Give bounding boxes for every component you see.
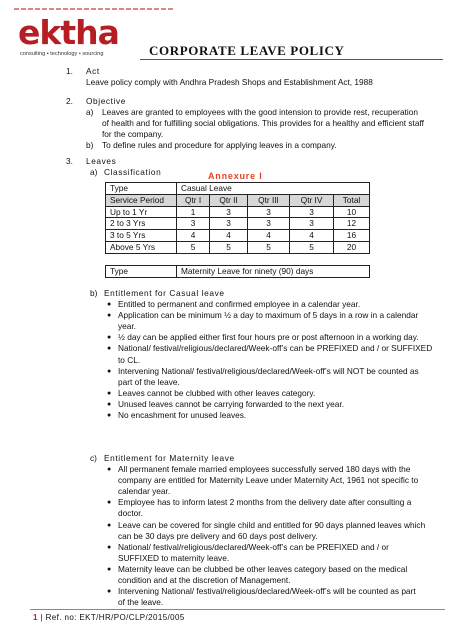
- list-item-text: of the leave.: [118, 597, 164, 608]
- list-item-text: condition and at the discretion of Management.: [118, 575, 291, 585]
- table-row: [106, 266, 370, 278]
- table-cell: 5: [247, 241, 289, 253]
- list-item-text: Employee has to inform latest 2 months from the delivery date after consulting a: [118, 497, 412, 508]
- bullet-icon: ●: [107, 521, 112, 529]
- objective-a-line: for the company.: [102, 129, 164, 139]
- list-item-text: National/ festival/religious/declared/Week-off’s can be PREFIXED and / or: [118, 541, 389, 552]
- list-item-text: can be 30 days pre delivery and 60 days post delivery.: [118, 530, 318, 541]
- company-logo: [18, 14, 122, 60]
- bullet-icon: ●: [107, 499, 112, 507]
- table-cell: Maternity Leave for ninety (90) days: [177, 266, 370, 278]
- column-header: Qtr II: [210, 194, 248, 206]
- table-cell: 16: [334, 230, 370, 242]
- column-header: Service Period: [106, 194, 177, 206]
- list-item-text: Application can be minimum ½ a day to maximum of 5 days in a row in a calendar: [118, 310, 419, 321]
- table-cell: Type: [106, 266, 177, 278]
- table-cell: 10: [334, 206, 370, 218]
- list-item-text: All permanent female married employees successfully served 180 days with the: [118, 464, 411, 474]
- maternity-entitlement-heading: Entitlement for Maternity leave: [104, 453, 235, 463]
- casual-entitlement-heading: Entitlement for Casual leave: [104, 288, 225, 298]
- logo-tagline: consulting • technology • sourcing: [20, 51, 104, 57]
- table-header-row: [106, 194, 370, 206]
- table-cell: 12: [334, 218, 370, 230]
- footer-divider: [30, 609, 445, 610]
- section-heading-leaves: Leaves: [86, 156, 117, 166]
- table-cell: Up to 1 Yr: [106, 206, 177, 218]
- bullet-icon: ●: [107, 334, 112, 342]
- list-item-text: No encashment for unused leaves.: [118, 410, 247, 420]
- list-item-text: Maternity leave can be clubbed be other leaves category based on the medical: [118, 563, 408, 574]
- table-cell: 4: [290, 230, 334, 242]
- list-marker: b): [90, 288, 98, 298]
- list-marker: b): [86, 140, 94, 150]
- table-cell: 20: [334, 241, 370, 253]
- table-cell: Casual Leave: [177, 183, 370, 195]
- list-item-text: Leave can be covered for single child and entitled for 90 days planned leaves which: [118, 519, 426, 530]
- table-cell: 5: [177, 241, 210, 253]
- table-cell: 3: [247, 218, 289, 230]
- bullet-icon: ●: [107, 389, 112, 397]
- table-cell: 4: [210, 230, 248, 242]
- table-row: [106, 218, 370, 230]
- list-item-text: Leaves cannot be clubbed with other leaves category.: [118, 387, 316, 398]
- column-header: Qtr III: [247, 194, 289, 206]
- bullet-icon: ●: [107, 588, 112, 596]
- bullet-icon: ●: [107, 312, 112, 320]
- section-heading-act: Act: [86, 66, 100, 76]
- list-item-text: doctor.: [118, 508, 143, 519]
- column-header: Qtr I: [177, 194, 210, 206]
- list-marker: a): [86, 107, 94, 117]
- table-cell: 1: [177, 206, 210, 218]
- logo-wordmark: ektha: [18, 13, 119, 52]
- section-number: 2.: [66, 96, 73, 106]
- table-cell: Above 5 Yrs: [106, 241, 177, 253]
- table-cell: 3: [247, 206, 289, 218]
- table-cell: 2 to 3 Yrs: [106, 218, 177, 230]
- list-item-text: Entitled to permanent and confirmed employee in a calendar year.: [118, 299, 361, 309]
- table-cell: Type: [106, 183, 177, 195]
- objective-a-line: Leaves are granted to employees with the good intension to provide rest, recuperation: [102, 107, 418, 117]
- bullet-icon: ●: [107, 565, 112, 573]
- maternity-leave-table: [105, 265, 370, 278]
- reference-number: | Ref. no: EKT/HR/PO/CLP/2015/005: [40, 613, 185, 622]
- list-marker: c): [90, 453, 97, 463]
- bullet-icon: ●: [107, 412, 112, 419]
- table-cell: 3: [290, 206, 334, 218]
- title-divider: [140, 59, 443, 60]
- list-item-text: year.: [118, 321, 136, 332]
- list-marker: a): [90, 167, 98, 177]
- table-cell: 3: [210, 218, 248, 230]
- list-item-text: ½ day can be applied either first four hours pre or post afternoon in a working day.: [118, 332, 419, 343]
- table-cell: 5: [210, 241, 248, 253]
- act-text: Leave policy comply with Andhra Pradesh Shops and Establishment Act, 1988: [86, 77, 373, 87]
- table-cell: 3: [290, 218, 334, 230]
- list-item-text: Unused leaves cannot be carrying forwarded to the next year.: [118, 398, 344, 409]
- annexure-label: Annexure I: [208, 171, 263, 181]
- list-item-text: part of the leave.: [118, 376, 180, 387]
- section-number: 1.: [66, 66, 73, 76]
- list-item-text: to CL.: [118, 354, 141, 365]
- table-row: [106, 230, 370, 242]
- list-item-text: Intervening National/ festival/religious/declared/Week-off’s will NOT be counted as: [118, 365, 419, 376]
- table-row: [106, 241, 370, 253]
- document-title: CORPORATE LEAVE POLICY: [149, 43, 345, 58]
- bullet-icon: ●: [107, 345, 112, 353]
- table-cell: 4: [247, 230, 289, 242]
- table-cell: 3: [177, 218, 210, 230]
- table-row: [106, 183, 370, 195]
- section-heading-objective: Objective: [86, 96, 126, 106]
- classification-heading: Classification: [104, 167, 162, 177]
- bullet-icon: ●: [107, 367, 112, 375]
- casual-leave-table: [105, 182, 370, 254]
- list-item-text: SUFFIXED to maternity leave.: [118, 552, 230, 563]
- objective-b-text: To define rules and procedure for applying leaves in a company.: [102, 140, 337, 150]
- header-dots: [14, 8, 174, 10]
- objective-a-line: of health and for fulfilling social obligations. This provides for a healthy and efficient staff: [102, 118, 424, 128]
- table-cell: 5: [290, 241, 334, 253]
- bullet-icon: ●: [107, 543, 112, 551]
- table-cell: 3 to 5 Yrs: [106, 230, 177, 242]
- bullet-icon: ●: [107, 301, 112, 308]
- table-cell: 3: [210, 206, 248, 218]
- list-item-text: Intervening National/ festival/religious/declared/Week-off’s will be counted as part: [118, 586, 416, 597]
- section-number: 3.: [66, 156, 73, 166]
- page-number: 1: [33, 613, 38, 622]
- table-cell: 4: [177, 230, 210, 242]
- table-row: [106, 206, 370, 218]
- list-item-text: company are entitled for Maternity Leave under Maternity Act, 1961 not specific to: [118, 475, 419, 486]
- column-header: Qtr IV: [290, 194, 334, 206]
- page-footer: [33, 613, 185, 623]
- list-item-text: National/ festival/religious/declared/Week-off’s can be PREFIXED and / or SUFFIXED: [118, 343, 433, 354]
- bullet-icon: ●: [107, 400, 112, 408]
- list-item-text: calendar year.: [118, 486, 171, 497]
- column-header: Total: [334, 194, 370, 206]
- bullet-icon: ●: [107, 466, 112, 473]
